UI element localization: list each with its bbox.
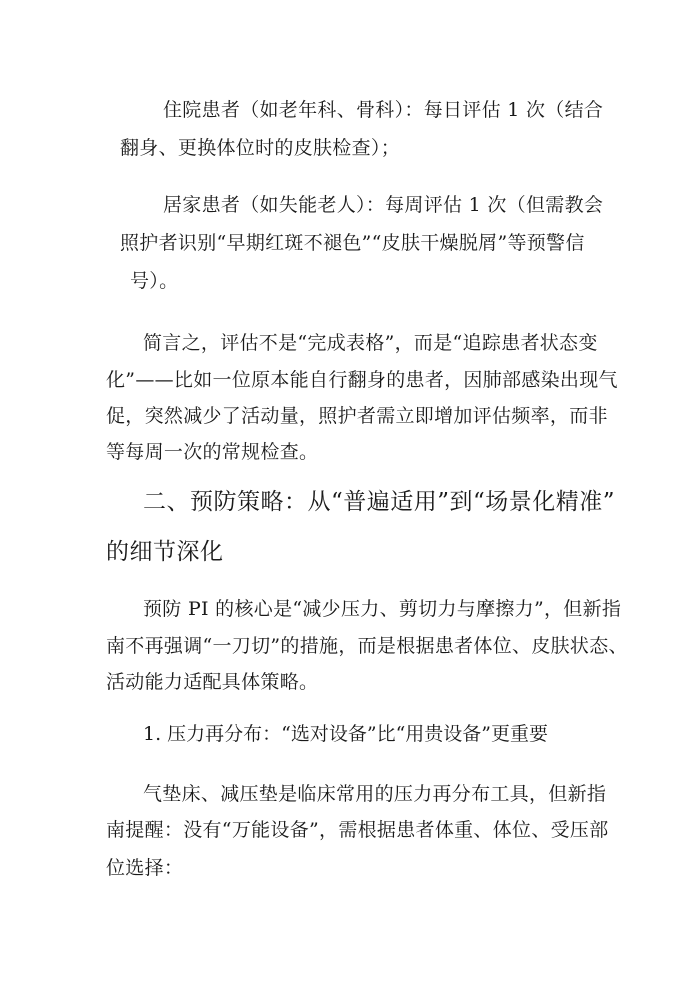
summary-line-3: 促，突然减少了活动量，照护者需立即增加评估频率，而非 xyxy=(106,405,608,427)
summary-line-1: 简言之，评估不是“完成表格”，而是“追踪患者状态变 xyxy=(143,332,598,354)
pressure-para-line-2: 南提醒：没有“万能设备”，需根据患者体重、体位、受压部 xyxy=(106,819,609,841)
pressure-para-line-3: 位选择： xyxy=(106,857,184,879)
inpatient-item-line-1: 住院患者（如老年科、骨科）：每日评估 1 次（结合 xyxy=(163,99,604,121)
pressure-para-line-1: 气垫床、减压垫是临床常用的压力再分布工具，但新指 xyxy=(143,783,607,805)
home-item-line-2: 照护者识别“早期红斑不褪色”“皮肤干燥脱屑”等预警信 xyxy=(120,232,585,254)
summary-line-2: 化”——比如一位原本能自行翻身的患者，因肺部感染出现气 xyxy=(106,369,618,391)
summary-line-4: 等每周一次的常规检查。 xyxy=(106,441,319,463)
prevention-intro-line-3: 活动能力适配具体策略。 xyxy=(106,671,319,693)
section-2-heading-line-2: 的细节深化 xyxy=(106,539,224,565)
home-item-line-3: 号）。 xyxy=(130,270,179,292)
prevention-intro-line-1: 预防 PI 的核心是“减少压力、剪切力与摩擦力”，但新指 xyxy=(143,598,622,620)
prevention-intro-line-2: 南不再强调“一刀切”的措施，而是根据患者体位、皮肤状态、 xyxy=(106,635,628,657)
home-item-line-1: 居家患者（如失能老人）：每周评估 1 次（但需教会 xyxy=(163,194,604,216)
subsection-1-heading: 1. 压力再分布：“选对设备”比“用贵设备”更重要 xyxy=(143,723,549,745)
section-2-heading-line-1: 二、预防策略：从“普遍适用”到“场景化精准” xyxy=(143,489,616,515)
inpatient-item-line-2: 翻身、更换体位时的皮肤检查）； xyxy=(120,137,401,159)
